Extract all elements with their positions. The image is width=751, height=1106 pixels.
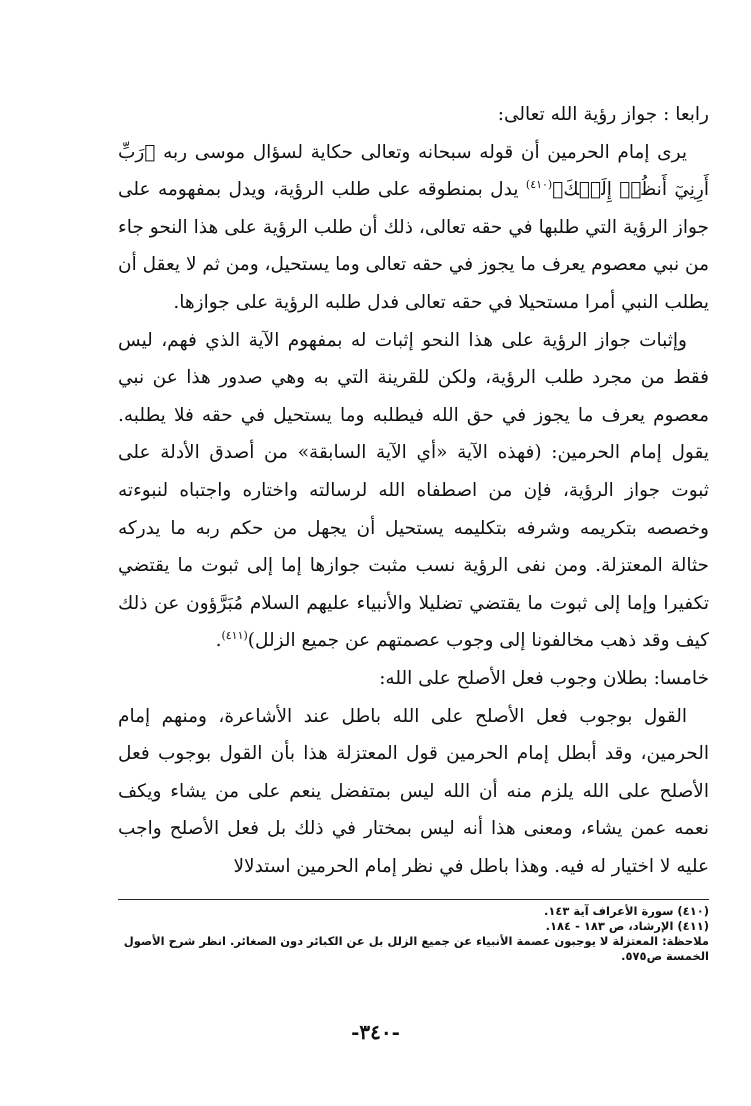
paragraph-text: وإثبات جواز الرؤية على هذا النحو إثبات له بمفهوم الآية الذي فهم، ليس فقط من مجرد طلب الرؤية، ولكن للقرينة التي به وهي صدور هذا عن نبي معصوم يعرف ما يجوز في حق الله فيطلبه وما يستحيل في حقه فلا يطلبه. يقول إمام الحرمين: (فهذه الآية «أي الآية السابقة» من أصدق الأدلة على ثبوت جواز الرؤية، فإن من اصطفاه الله لرسالته واختاره واجتباه لنبوءته وخصصه بتكريمه وشرفه بتكليمه يستحيل أن يجهل من حكم ربه ما يدركه حثالة المعتزلة. ومن نفى الرؤية نسب مثبت جوازها إما إلى ثبوت ما يقتضي تكفيرا وإما إلى ثبوت ما يقتضي تضليلا والأنبياء عليهم السلام مُبَرَّؤون عن ذلك كيف وقد ذهب مخالفونا إلى وجوب عصمتهم عن جميع الزلل) xyxy=(118,329,709,652)
footnotes xyxy=(118,904,709,964)
body-text xyxy=(118,96,709,885)
paragraph-text: يدل بمنطوقه على طلب الرؤية، ويدل بمفهومه على جواز الرؤية التي طلبها في حقه تعالى، ذلك أن طلب الرؤية على هذا النحو جاء من نبي معصوم يعرف ما يجوز في حقه تعالى وما يستحيل، ومن ثم لا يعقل أن يطلب النبي أمرا مستحيلا في حقه تعالى فدل طلبه الرؤية على جوازها. xyxy=(118,179,709,313)
footnote-ref-411[interactable]: (٤١١) xyxy=(221,629,248,643)
paragraph-4-2 xyxy=(118,322,709,660)
footnote-note: ملاحظة: المعتزلة لا يوجبون عصمة الأنبياء عن جميع الزلل بل عن الكبائر دون الصغائر. انظر شرح الأصول الخمسة ص٥٧٥. xyxy=(123,934,709,963)
section-heading-4: رابعا : جواز رؤية الله تعالى: xyxy=(497,104,709,125)
footnote-411: (٤١١) الإرشاد، ص ١٨٣ - ١٨٤. xyxy=(545,919,709,933)
paragraph-5-1: القول بوجوب فعل الأصلح على الله باطل عند الأشاعرة، ومنهم إمام الحرمين، وقد أبطل إمام الحرمين قول المعتزلة هذا بأن القول بوجوب فعل الأصلح على الله يلزم منه أن الله ليس بمتفضل ينعم على من يشاء ويكف نعمه عمن يشاء، ومعنى هذا أنه ليس بمختار في ذلك بل فعل الأصلح واجب عليه لا اختيار له فيه. وهذا باطل في نظر إمام الحرمين استدلالا xyxy=(118,705,709,877)
footnote-410: (٤١٠) سورة الأعراف آية ١٤٣. xyxy=(543,904,709,918)
paragraph-4-1 xyxy=(118,134,709,322)
footnote-ref-410[interactable]: (٤١٠) xyxy=(525,178,553,192)
paragraph-text: . xyxy=(215,630,222,652)
footnote-divider xyxy=(118,899,709,900)
section-heading-5: خامسا: بطلان وجوب فعل الأصلح على الله: xyxy=(379,667,709,689)
paragraph-text: يرى إمام الحرمين أن قوله سبحانه وتعالى حكاية لسؤال موسى ربه ﴿رَبِّ أَرِنِيٓ أَنظُرۡ إِلَيۡكَ﴾ xyxy=(118,141,709,201)
page-number: -٣٤٠- xyxy=(351,1020,400,1044)
